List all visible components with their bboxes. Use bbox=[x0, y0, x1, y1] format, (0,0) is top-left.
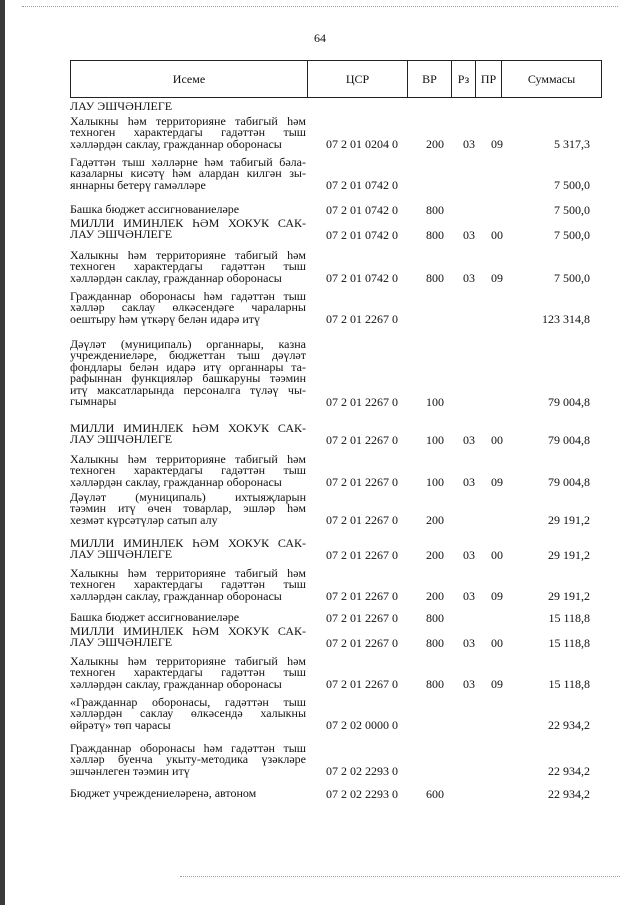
row-vr: 800 bbox=[426, 271, 444, 286]
row-name-line: эшчәнлеген тәэмин итү bbox=[70, 763, 190, 778]
row-name-line: учреждениеләре, бюджеттан тыш дәүләт bbox=[70, 348, 306, 363]
scan-edge-bottom bbox=[180, 876, 620, 877]
row-vr: 800 bbox=[426, 635, 444, 650]
row-name-line: хәлләрдән саклау, гражданнар оборонасы bbox=[70, 676, 282, 691]
row-rz: 03 bbox=[463, 432, 475, 447]
row-vr: 100 bbox=[426, 475, 444, 490]
row-name-line: Дәүләт (муниципаль) ихтыяҗларын bbox=[70, 490, 306, 504]
row-name-line: техноген характердагы гадәттән тыш bbox=[70, 665, 306, 680]
row-name-line: ЛАУ ЭШЧӘНЛЕГЕ bbox=[70, 635, 173, 650]
row-csr: 07 2 01 0742 0 bbox=[326, 227, 398, 242]
row-name-line: техноген характердагы гадәттән тыш bbox=[70, 463, 306, 478]
row-csr: 07 2 01 2267 0 bbox=[326, 475, 398, 490]
row-csr: 07 2 02 2293 0 bbox=[326, 786, 398, 801]
row-name-line: казаларны кисәтү һәм алардан килгән зы- bbox=[70, 166, 306, 181]
row-rz: 03 bbox=[463, 589, 475, 604]
row-name-line: МИЛЛИ ИМИНЛЕК ҺӘМ ХОКУК САК- bbox=[70, 216, 306, 230]
row-name-line: техноген характердагы гадәттән тыш bbox=[70, 125, 306, 140]
row-csr: 07 2 02 2293 0 bbox=[326, 764, 398, 779]
row-name bbox=[70, 291, 306, 325]
row-sum: 22 934,2 bbox=[548, 718, 590, 733]
row-rz: 03 bbox=[463, 227, 475, 242]
row-name bbox=[70, 612, 306, 623]
row-vr: 800 bbox=[426, 677, 444, 692]
row-csr: 07 2 01 2267 0 bbox=[326, 547, 398, 562]
row-name-line: Халыкны һәм территорияне табигый һәм bbox=[70, 654, 306, 668]
row-name-line: фондлары белән идарә итү органнары та- bbox=[70, 359, 306, 374]
row-name bbox=[70, 116, 306, 150]
row-name bbox=[70, 157, 306, 191]
row-name bbox=[70, 656, 306, 690]
row-sum: 7 500,0 bbox=[554, 227, 590, 242]
row-sum: 15 118,8 bbox=[548, 677, 590, 692]
row-sum: 22 934,2 bbox=[548, 764, 590, 779]
row-name-line: ЛАУ ЭШЧӘНЛЕГЕ bbox=[70, 432, 173, 447]
row-csr: 07 2 01 2267 0 bbox=[326, 589, 398, 604]
row-csr: 07 2 01 2267 0 bbox=[326, 394, 398, 409]
row-vr: 800 bbox=[426, 610, 444, 625]
row-pr: 09 bbox=[491, 589, 503, 604]
row-name-line: Халыкны һәм территорияне табигый һәм bbox=[70, 452, 306, 466]
row-name bbox=[70, 743, 306, 777]
row-csr: 07 2 01 0204 0 bbox=[326, 137, 398, 152]
row-vr: 200 bbox=[426, 589, 444, 604]
row-name-line: гымнары bbox=[70, 394, 117, 409]
row-name bbox=[70, 204, 306, 215]
row-vr: 800 bbox=[426, 202, 444, 217]
row-name bbox=[70, 454, 306, 488]
row-name bbox=[70, 697, 306, 731]
row-name-line: Дәүләт (муниципаль) органнары, казна bbox=[70, 337, 306, 351]
row-vr: 600 bbox=[426, 786, 444, 801]
scan-edge-top bbox=[22, 6, 618, 7]
header-pr: ПР bbox=[476, 60, 502, 98]
row-vr: 800 bbox=[426, 227, 444, 242]
row-csr: 07 2 01 2267 0 bbox=[326, 432, 398, 447]
row-name-line: техноген характердагы гадәттән тыш bbox=[70, 577, 306, 592]
row-name bbox=[70, 538, 306, 561]
row-name-line: Гадәттән тыш хәлләрне һәм табигый бәла- bbox=[70, 155, 306, 169]
row-name-line: хәлләрдән саклау, гражданнар оборонасы bbox=[70, 474, 282, 489]
row-name bbox=[70, 423, 306, 446]
row-name-line: хәлләрдән саклау, гражданнар оборонасы bbox=[70, 270, 282, 285]
row-csr: 07 2 01 2267 0 bbox=[326, 513, 398, 528]
scan-edge-left bbox=[0, 0, 5, 905]
row-pr: 09 bbox=[491, 271, 503, 286]
row-csr: 07 2 01 2267 0 bbox=[326, 312, 398, 327]
row-name-line: хәлләрдән саклау, гражданнар оборонасы bbox=[70, 588, 282, 603]
row-name-line: Гражданнар оборонасы һәм гадәттән тыш bbox=[70, 741, 306, 755]
row-name-line: «Гражданнар оборонасы, гадәттән тыш bbox=[70, 695, 306, 709]
row-name-line: тәэмин итү өчен товарлар, эшләр һәм bbox=[70, 501, 306, 516]
row-pr: 00 bbox=[491, 432, 503, 447]
row-name bbox=[70, 339, 306, 407]
page-number: 64 bbox=[314, 31, 326, 45]
row-vr: 100 bbox=[426, 394, 444, 409]
row-rz: 03 bbox=[463, 677, 475, 692]
row-rz: 03 bbox=[463, 271, 475, 286]
row-name-line: Бюджет учреждениеләренә, автоном bbox=[70, 786, 257, 800]
row-sum: 7 500,0 bbox=[554, 178, 590, 193]
row-pr: 00 bbox=[491, 635, 503, 650]
header-name: Исеме bbox=[70, 60, 308, 98]
row-csr: 07 2 01 0742 0 bbox=[326, 271, 398, 286]
row-csr: 07 2 01 2267 0 bbox=[326, 677, 398, 692]
row-sum: 79 004,8 bbox=[548, 432, 590, 447]
row-rz: 03 bbox=[463, 137, 475, 152]
row-name-line: хәлләр саклау өлкәсендәге чараларны bbox=[70, 300, 306, 315]
row-csr: 07 2 01 0742 0 bbox=[326, 202, 398, 217]
row-vr: 200 bbox=[426, 547, 444, 562]
row-name-line: Халыкны һәм территорияне табигый һәм bbox=[70, 566, 306, 580]
row-name-line: өйрәтү» төп чарасы bbox=[70, 717, 171, 732]
header-vr: ВР bbox=[408, 60, 452, 98]
row-rz: 03 bbox=[463, 475, 475, 490]
row-name-line: МИЛЛИ ИМИНЛЕК ҺӘМ ХОКУК САК- bbox=[70, 421, 306, 435]
row-name-line: яннарны бетерү гамәлләре bbox=[70, 177, 206, 192]
row-pr: 09 bbox=[491, 137, 503, 152]
row-sum: 5 317,3 bbox=[554, 137, 590, 152]
row-name-line: ЛАУ ЭШЧӘНЛЕГЕ bbox=[70, 547, 173, 562]
row-name bbox=[70, 101, 306, 112]
row-name-line: итү максатларында персоналга түләү чы- bbox=[70, 382, 306, 397]
row-name-line: хәлләрдән саклау, гражданнар оборонасы bbox=[70, 136, 282, 151]
header-csr: ЦСР bbox=[308, 60, 408, 98]
row-sum: 15 118,8 bbox=[548, 610, 590, 625]
row-sum: 7 500,0 bbox=[554, 202, 590, 217]
row-sum: 7 500,0 bbox=[554, 271, 590, 286]
row-rz: 03 bbox=[463, 547, 475, 562]
row-sum: 123 314,8 bbox=[542, 312, 590, 327]
row-name bbox=[70, 568, 306, 602]
row-csr: 07 2 01 2267 0 bbox=[326, 635, 398, 650]
row-name-line: Башка бюджет ассигнованиеләре bbox=[70, 202, 240, 216]
row-name bbox=[70, 626, 306, 649]
row-sum: 79 004,8 bbox=[548, 475, 590, 490]
row-vr: 200 bbox=[426, 513, 444, 528]
row-name-line: Халыкны һәм территорияне табигый һәм bbox=[70, 248, 306, 262]
row-pr: 09 bbox=[491, 677, 503, 692]
row-csr: 07 2 02 0000 0 bbox=[326, 718, 398, 733]
row-name-line: Башка бюджет ассигнованиеләре bbox=[70, 610, 240, 624]
row-pr: 00 bbox=[491, 547, 503, 562]
row-name-line: ЛАУ ЭШЧӘНЛЕГЕ bbox=[70, 227, 173, 242]
row-name-line: техноген характердагы гадәттән тыш bbox=[70, 259, 306, 274]
row-sum: 79 004,8 bbox=[548, 394, 590, 409]
row-csr: 07 2 01 0742 0 bbox=[326, 178, 398, 193]
row-rz: 03 bbox=[463, 635, 475, 650]
row-name-line: Гражданнар оборонасы һәм гадәттән тыш bbox=[70, 289, 306, 303]
row-name bbox=[70, 492, 306, 526]
header-sum: Суммасы bbox=[502, 60, 602, 98]
header-rz: Рз bbox=[452, 60, 476, 98]
row-name-line: рафыннан функцияләр башкаруны тәэмин bbox=[70, 371, 306, 386]
row-vr: 200 bbox=[426, 137, 444, 152]
row-name-line: оештыру һәм үткәрү белән идарә итү bbox=[70, 311, 261, 326]
row-name-line: хәлләр буенча укыту-методика үзәкләре bbox=[70, 752, 306, 767]
row-sum: 22 934,2 bbox=[548, 786, 590, 801]
row-vr: 100 bbox=[426, 432, 444, 447]
row-name-line: ЛАУ ЭШЧӘНЛЕГЕ bbox=[70, 99, 173, 113]
row-name-line: МИЛЛИ ИМИНЛЕК ҺӘМ ХОКУК САК- bbox=[70, 536, 306, 550]
row-sum: 29 191,2 bbox=[548, 589, 590, 604]
row-sum: 15 118,8 bbox=[548, 635, 590, 650]
row-pr: 09 bbox=[491, 475, 503, 490]
row-name bbox=[70, 250, 306, 284]
row-sum: 29 191,2 bbox=[548, 547, 590, 562]
row-name-line: МИЛЛИ ИМИНЛЕК ҺӘМ ХОКУК САК- bbox=[70, 624, 306, 638]
row-name bbox=[70, 788, 306, 799]
row-name-line: Халыкны һәм территорияне табигый һәм bbox=[70, 114, 306, 128]
row-name-line: хезмәт күрсәтүләр сатып алу bbox=[70, 512, 218, 527]
row-pr: 00 bbox=[491, 227, 503, 242]
row-csr: 07 2 01 2267 0 bbox=[326, 610, 398, 625]
row-name bbox=[70, 218, 306, 241]
row-sum: 29 191,2 bbox=[548, 513, 590, 528]
row-name-line: хәлләрдән саклау өлкәсендә халыкны bbox=[70, 706, 306, 721]
